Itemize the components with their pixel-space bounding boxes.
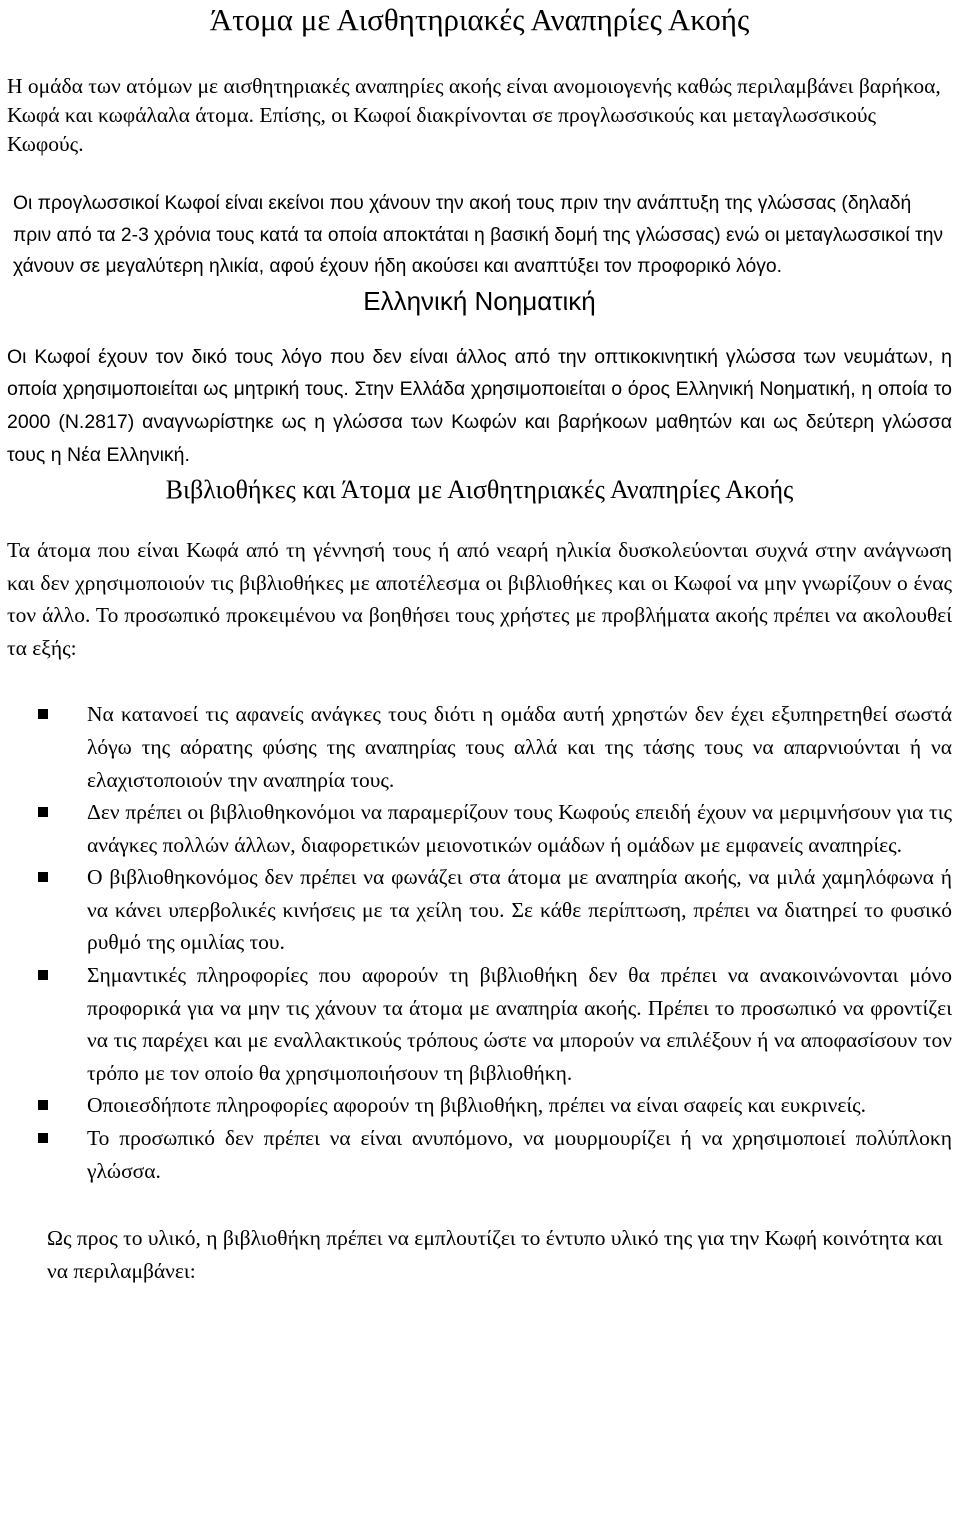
square-bullet-icon [38,1133,48,1143]
list-item-text: Σημαντικές πληροφορίες που αφορούν τη βιβλιοθήκη δεν θα πρέπει να ανακοινώνονται μόνο προφορικά για να μην τις χάνουν τα άτομα με αναπηρία ακοής. Πρέπει το προσωπικό να φροντίζει να τις παρέχει και με εναλλακτικούς τρόπους ώστε να μπορούν να επιλέξουν ή να αποφασίσουν τον τρόπο με τον οποίο θα χρησιμοποιήσουν τη βιβλιοθήκη. [87,963,952,1085]
square-bullet-icon [38,807,48,817]
list-item [7,959,952,1089]
list-item [7,1089,952,1122]
square-bullet-icon [38,970,48,980]
sign-language-paragraph: Οι Κωφοί έχουν τον δικό τους λόγο που δεν είναι άλλος από την οπτικοκινητική γλώσσα των νευμάτων, η οποία χρησιμοποιείται ως μητρική τους. Στην Ελλάδα χρησιμοποιείται ο όρος Ελληνική Νοηματική, η οποία το 2000 (Ν.2817) αναγνωρίστηκε ως η γλώσσα των Κωφών και βαρήκοων μαθητών και ως δεύτερη γλώσσα τους η Νέα Ελληνική. [7,345,952,466]
libraries-paragraph: Τα άτομα που είναι Κωφά από τη γέννησή τους ή από νεαρή ηλικία δυσκολεύονται συχνά στην ανάγνωση και δεν χρησιμοποιούν τις βιβλιοθήκες με αποτέλεσμα οι βιβλιοθήκες και οι Κωφοί να μην γνωρίζουν ο ένας τον άλλο. Το προσωπικό προκειμένου να βοηθήσει τους χρήστες με προβλήματα ακοής πρέπει να ακολουθεί τα εξής: [7,538,952,660]
list-item-text: Ο βιβλιοθηκονόμος δεν πρέπει να φωνάζει στα άτομα με αναπηρία ακοής, να μιλά χαμηλόφωνα ή να κάνει υπερβολικές κινήσεις με τα χείλη του. Σε κάθε περίπτωση, πρέπει να διατηρεί το φυσικό ρυθμό της ομιλίας του. [87,865,952,955]
list-item-text: Το προσωπικό δεν πρέπει να είναι ανυπόμονο, να μουρμουρίζει ή να χρησιμοποιεί πολύπλοκη γλώσσα. [87,1126,952,1183]
list-item [7,1122,952,1187]
square-bullet-icon [38,1100,48,1110]
list-item [7,796,952,861]
intro-paragraph: Η ομάδα των ατόμων με αισθητηριακές αναπηρίες ακοής είναι ανομοιογενής καθώς περιλαμβάνει βαρήκοα, Κωφά και κωφάλαλα άτομα. Επίσης, οι Κωφοί διακρίνονται σε προγλωσσικούς και μεταγλωσσικούς Κωφούς. [7,74,941,156]
square-bullet-icon [38,872,48,882]
list-item-text: Δεν πρέπει οι βιβλιοθηκονόμοι να παραμερίζουν τους Κωφούς επειδή έχουν να μεριμνήσουν για τις ανάγκες πολλών άλλων, διαφορετικών μειονοτικών ομάδων ή ομάδων με εμφανείς αναπηρίες. [87,800,952,857]
list-item-text: Να κατανοεί τις αφανείς ανάγκες τους διότι η ομάδα αυτή χρηστών δεν έχει εξυπηρετηθεί σωστά λόγω της αόρατης φύσης της αναπηρίας τους αλλά και της τάσης τους να απαρνιούνται ή να ελαχιστοποιούν την αναπηρία τους. [87,702,952,792]
list-item-text: Οποιεσδήποτε πληροφορίες αφορούν τη βιβλιοθήκη, πρέπει να είναι σαφείς και ευκρινείς. [87,1093,867,1118]
sign-language-heading: Ελληνική Νοηματική [363,285,596,316]
closing-paragraph: Ως προς το υλικό, η βιβλιοθήκη πρέπει να εμπλουτίζει το έντυπο υλικό της για την Κωφή κοινότητα και να περιλαμβάνει: [47,1226,943,1283]
list-item [7,698,952,796]
guidelines-list [7,698,952,1187]
square-bullet-icon [38,709,48,719]
libraries-heading: Βιβλιοθήκες και Άτομα με Αισθητηριακές Αναπηρίες Ακοής [165,475,794,505]
prelingual-paragraph: Οι προγλωσσικοί Κωφοί είναι εκείνοι που χάνουν την ακοή τους πριν την ανάπτυξη της γλώσσας (δηλαδή πριν από τα 2-3 χρόνια τους κατά τα οποία αποκτάται η βασική δομή της γλώσσας) ενώ οι μεταγλωσσικοί την χάνουν σε μεγαλύτερη ηλικία, αφού έχουν ήδη ακούσει και αναπτύξει τον προφορικό λόγο. [13,193,944,277]
list-item [7,861,952,959]
page-title: Άτομα με Αισθητηριακές Αναπηρίες Ακοής [209,2,750,37]
